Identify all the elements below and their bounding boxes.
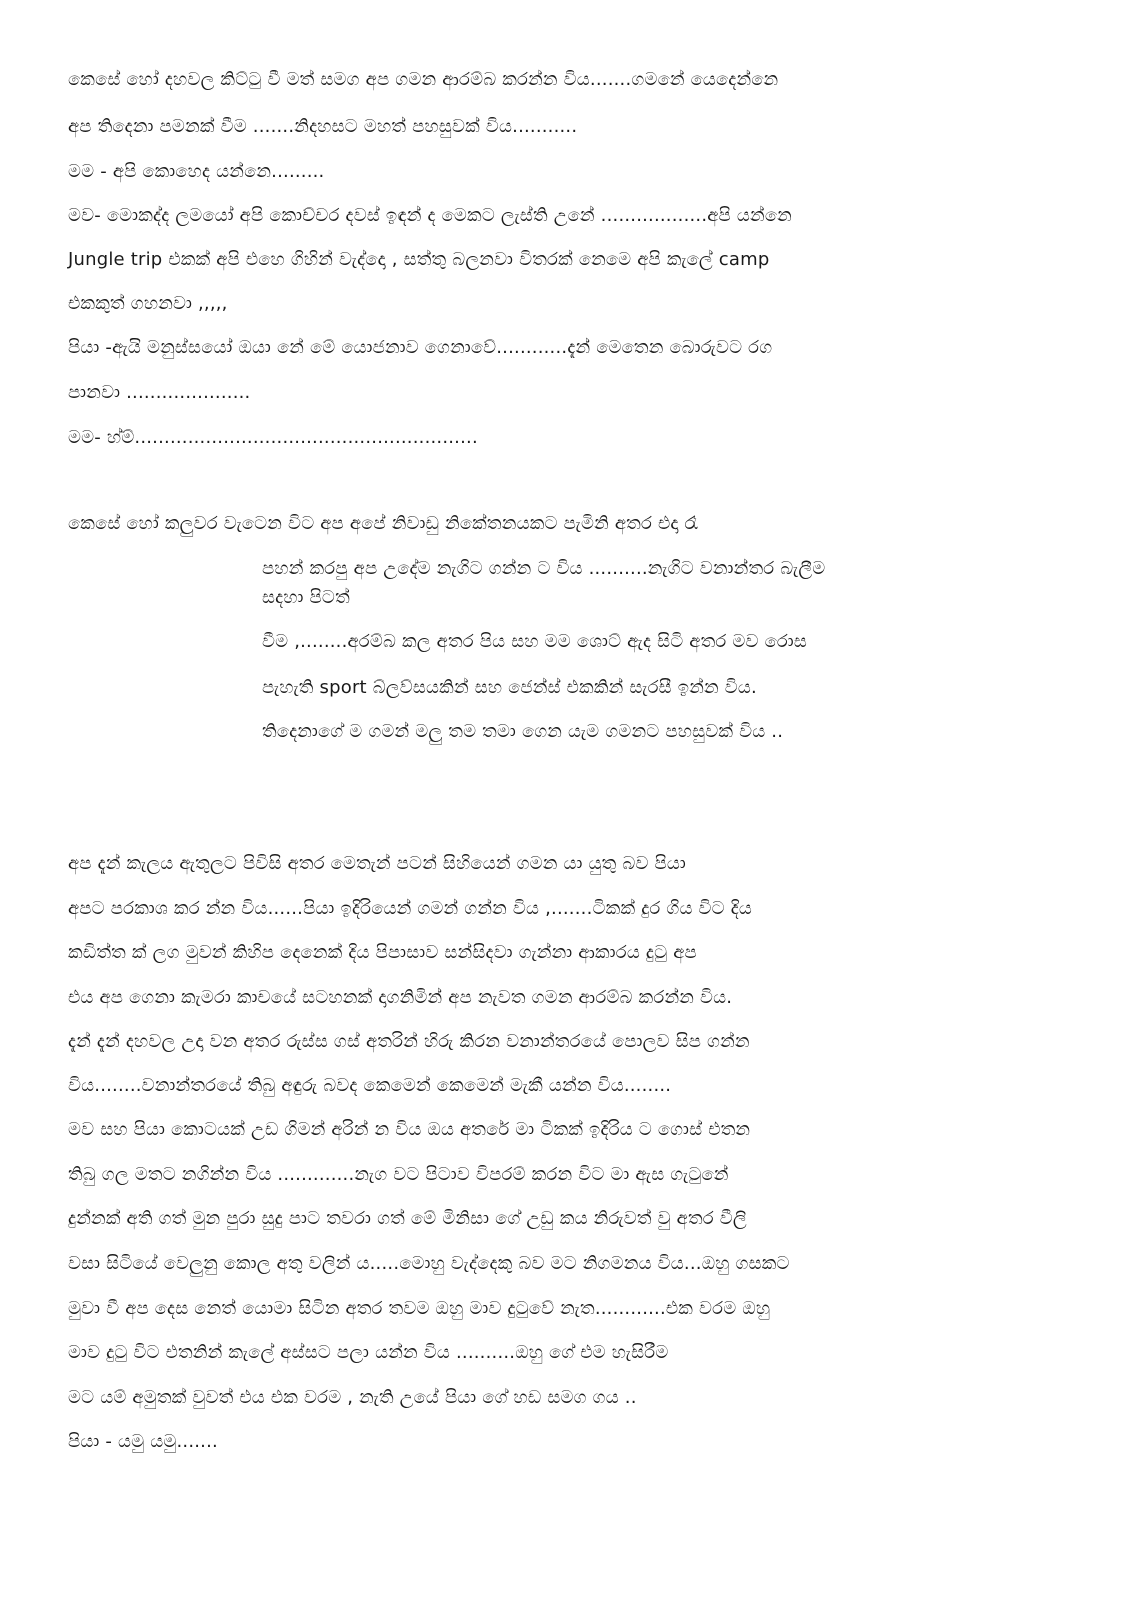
paragraph-line: මුවා වී අප දෙස නෙත් යොමා සිටින අතර තවම ඔහු මාව දුටුවේ නැත............එක වරම ඔහු [68, 1298, 771, 1319]
dialogue-line: මව- මොකද්ද ලමයෝ අපි කොච්චර දවස් ඉඳන් ද මෙකට ලැස්ති උනේ ..................අපි යන්නෙ [68, 205, 792, 226]
paragraph-line: කෙසේ හෝ දහවල කිට්ටු වී මත් සමග අප ගමන ආරම්බ කරන්න විය.......ගමනේ යෙදෙන්නෙ [68, 69, 779, 90]
dialogue-line: Jungle trip එකක් අපි එහෙ ගිහින් වැද්දො , සත්තු බලනවා විතරක් නෙමෙ අපි කැලේ camp [68, 249, 770, 270]
paragraph-line: තිබු ගල මතට නගින්න විය .............නැග වට පිටාව විපරම් කරන විට මා ඇස ගැටුනේ [68, 1164, 729, 1185]
dialogue-line: එකකුත් ගහනවා ,,,,, [68, 293, 228, 314]
indented-line: වීම ,........අරම්බ කල අතර පිය සහ මම ශොට් ඇද සිටි අතර මව රොස [262, 631, 808, 652]
paragraph-line: දුන්නක් අති ගත් මුන පුරා සුදු පාට තවරා ගත් මේ මිනිසා ගේ උඩු කය නිරුවත් වු අතර වීලි [68, 1208, 747, 1229]
paragraph-line: කඩිත්ත ක් ලග මුවන් කිහිප දෙනෙක් දිය පිපාසාව සන්සිදවා ගැන්නා ආකාරය දුටු අප [68, 942, 697, 963]
paragraph-line: කෙසේ හෝ කලුවර වැටෙන විට අප අපේ නිවාඩු නිකේතනයකට පැමිනි අතර එදා රෑ [68, 513, 698, 534]
paragraph-line: විය........වනාන්තරයේ තිබු අඳුරු බවද කෙමෙන් කෙමෙන් මැකී යන්න විය........ [68, 1075, 672, 1096]
dialogue-line: පියා - යමු යමු....... [68, 1431, 218, 1452]
indented-line: පහන් කරපු අප උදේම නැගිට ගන්න ට විය ..........නැගිට වනාන්තර බැලීම [262, 558, 826, 579]
paragraph-line: වසා සිටියේ වෙලුනු කොල අතු වලින් ය.....මොහු වැද්දෙකු බව මට නිගමනය විය...ඔහු ගසකට [68, 1253, 790, 1274]
paragraph-line: අප දැන් කැලය ඇතුලට පිවිසි අතර මෙතැන් පටන් සිහියෙන් ගමන යා යුතු බව පියා [68, 853, 686, 874]
dialogue-line: මම- හ්ම්.......................................................... [68, 427, 478, 448]
paragraph-line: දැන් දැන් දහවල උදා වන අතර රුස්ස ගස් අතරින් හිරු කිරන වනාන්තරයේ පොලව සිප ගන්න [68, 1031, 750, 1052]
indented-line: තිදෙනාගේ ම ගමන් මලු තම තමා ගෙන යැම ගමනට පහසුවක් විය .. [262, 721, 784, 742]
paragraph-line: මාව දුටු විට එතනින් කැලේ අස්සට පලා යන්න විය ..........ඔහු ගේ එම හැසිරීම [68, 1342, 669, 1363]
indented-line: පැහැති sport බ්ලව්සයකින් සහ ජෙන්ස් එකකින් සැරසී ඉන්න විය. [262, 677, 757, 698]
paragraph-line: අපට පරකාශ කර න්න විය......පියා ඉදිරියෙන් ගමන් ගන්න විය ,.......ටිකක් දුර ගිය විට දිය [68, 898, 753, 919]
paragraph-line: මව සහ පියා කොටයක් උඩ ගිමන් අරින් න විය ඔය අතරේ මා ටිකක් ඉදිරිය ට ගොස් එතන [68, 1119, 751, 1140]
paragraph-line: අප තිදෙනා පමනක් වීම .......නිදහසට මහත් පහසුවක් විය........... [68, 116, 578, 137]
dialogue-line: මම - අපි කොහෙද යන්නෙ......... [68, 161, 325, 182]
indented-line: සදහා පිටත් [262, 587, 350, 608]
paragraph-line: එය අප ගෙනා කැමරා කාචයේ සටහනක් දාගනිමින් අප නැවත ගමන ආරම්බ කරන්න විය. [68, 987, 733, 1008]
dialogue-line: පියා -ඇයි මනුස්සයෝ ඔයා නේ මේ යොජනාව ගෙනාවේ............දැන් මෙතෙන බොරුවට රග [68, 337, 773, 358]
dialogue-line: පානවා ..................... [68, 382, 251, 403]
paragraph-line: මට යම් අමුතක් වුවත් එය එක වරම , නැති උයේ පියා ගේ හඩ සමග ගය .. [68, 1387, 637, 1408]
